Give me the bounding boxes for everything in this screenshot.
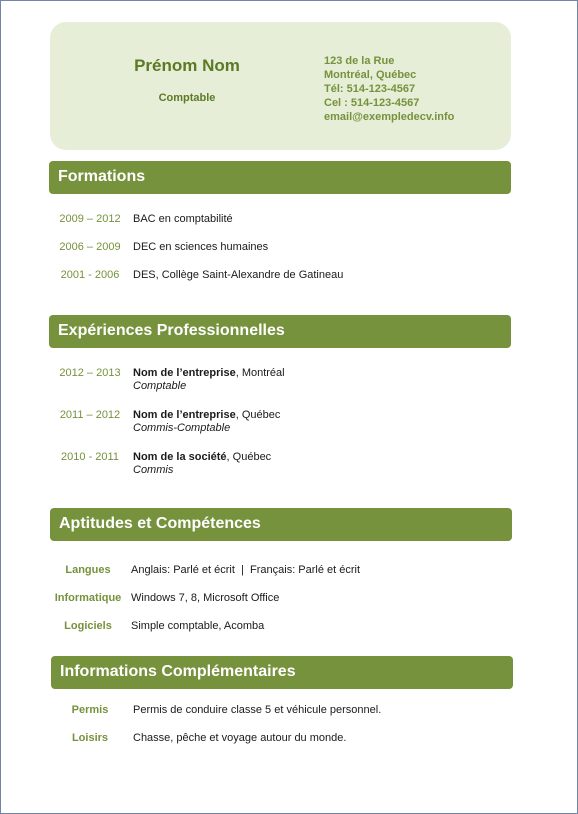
company-name: Nom de la société	[133, 451, 227, 463]
skill-label: Informatique	[54, 592, 122, 604]
formation-text: BAC en comptabilité	[133, 213, 233, 225]
experience-entry	[133, 409, 280, 434]
job-title: Comptable	[158, 92, 216, 104]
section-title-infos: Informations Complémentaires	[51, 656, 513, 689]
skill-label: Logiciels	[64, 620, 112, 632]
info-label: Loisirs	[71, 732, 109, 744]
formation-text: DES, Collège Saint-Alexandre de Gatineau	[133, 269, 344, 281]
formation-date: 2009 – 2012	[59, 213, 121, 225]
candidate-name: Prénom Nom	[134, 56, 240, 75]
header-box	[50, 22, 511, 150]
formation-date: 2006 – 2009	[59, 241, 121, 253]
company-name: Nom de l’entreprise	[133, 367, 236, 379]
job-role: Comptable	[133, 380, 187, 392]
experience-entry	[133, 451, 271, 476]
phone: Tél: 514-123-4567	[324, 83, 416, 95]
job-role: Commis-Comptable	[133, 422, 231, 434]
info-text: Chasse, pêche et voyage autour du monde.	[133, 732, 347, 744]
experience-date: 2010 - 2011	[61, 451, 119, 463]
skill-label: Langues	[65, 564, 111, 576]
address-line1: 123 de la Rue	[324, 55, 395, 67]
skill-text: Simple comptable, Acomba	[131, 620, 265, 632]
company-location: , Montréal	[235, 367, 285, 379]
skill-text: Anglais: Parlé et écrit | Français: Parlé et écrit	[131, 564, 361, 576]
formation-text: DEC en sciences humaines	[133, 241, 269, 253]
formation-date: 2001 - 2006	[60, 269, 120, 281]
section-title-aptitudes: Aptitudes et Compétences	[50, 508, 512, 541]
experience-entry	[133, 367, 285, 392]
skill-text: Windows 7, 8, Microsoft Office	[131, 592, 280, 604]
contact-block	[324, 54, 454, 124]
address-line2: Montréal, Québec	[324, 69, 417, 81]
company-location: , Québec	[226, 451, 272, 463]
cell-phone: Cel : 514-123-4567	[324, 97, 420, 109]
company-location: , Québec	[235, 409, 281, 421]
info-text: Permis de conduire classe 5 et véhicule personnel.	[133, 704, 382, 716]
experience-date: 2012 – 2013	[59, 367, 121, 379]
company-name: Nom de l’entreprise	[133, 409, 236, 421]
info-label: Permis	[71, 704, 109, 716]
experience-date: 2011 – 2012	[59, 409, 121, 421]
email: email@exempledecv.info	[324, 111, 455, 123]
section-title-experiences: Expériences Professionnelles	[49, 315, 511, 348]
section-title-formations: Formations	[49, 161, 511, 194]
job-role: Commis	[133, 464, 174, 476]
